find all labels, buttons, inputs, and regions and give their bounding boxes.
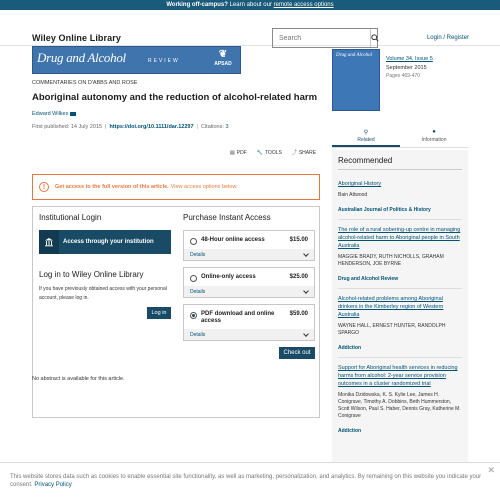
share-button[interactable] (292, 149, 316, 156)
envelope-icon[interactable] (70, 112, 76, 116)
chevron-down-icon (303, 331, 309, 337)
recommended-title[interactable]: Support for Aboriginal health services in reducing harms from alcohol: 2-year service provision outcomes in a cluster randomized trial (338, 365, 458, 387)
option-radio-selected[interactable] (190, 312, 197, 319)
wiley-login-text: If you have previously obtained access with your personal account, please log in. (39, 286, 167, 301)
published-date: First published: 14 July 2015 (32, 124, 103, 130)
pdf-icon: ▤ (230, 149, 235, 156)
cookie-text: This website stores data such as cookies to enable essential site functionality, as well as marketing, personalization, and analytics. By remaining on this website you indicate your consent. (10, 474, 482, 488)
info-icon: ! (39, 182, 49, 192)
recommended-title[interactable]: Aboriginal History (338, 181, 382, 187)
bird-icon: ❦ (218, 49, 228, 60)
remote-access-text: Learn about our (227, 2, 274, 8)
details-label: Details (190, 331, 206, 338)
privacy-policy-link[interactable]: Privacy Policy (34, 482, 72, 488)
option-details-toggle[interactable] (184, 286, 314, 297)
journal-title: Drug and Alcohol (37, 50, 126, 65)
tab-label: Related (357, 137, 375, 143)
option-details-toggle[interactable] (184, 329, 314, 340)
article-tools (230, 149, 316, 156)
cookie-banner (0, 462, 500, 500)
issue-pages: Pages 469-470 (386, 73, 420, 79)
institution-icon (39, 230, 59, 254)
access-notice-text: Get access to the full version of this article. (55, 184, 169, 190)
article-meta (32, 124, 320, 130)
recommended-journal[interactable]: Drug and Alcohol Review (338, 276, 399, 282)
option-radio[interactable] (190, 238, 197, 245)
search-input[interactable] (273, 35, 370, 42)
meta-separator: | (196, 124, 198, 130)
apsad-text: APSAD (214, 61, 232, 67)
citations-count[interactable]: 3 (225, 124, 229, 130)
option-name: Online-only access (201, 274, 256, 280)
cover-title: Drug and Alcohol (336, 53, 373, 58)
site-logo[interactable]: Wiley Online Library (32, 33, 121, 43)
share-icon: ⤴ (291, 150, 297, 156)
tools-button[interactable] (257, 149, 282, 156)
article-title: Aboriginal autonomy and the reduction of alcohol-related harm (32, 92, 318, 103)
sidebar-tabs (332, 126, 468, 148)
search-icon (371, 34, 379, 42)
network-icon: ⚲ (363, 130, 369, 136)
chevron-down-icon (303, 251, 309, 257)
doi-link[interactable]: https://doi.org/10.1111/dar.12297 (109, 124, 194, 130)
pdf-label: PDF (236, 149, 247, 156)
institution-button-label: Access through your institution (63, 239, 154, 245)
access-panel (32, 206, 320, 418)
journal-subtitle: REVIEW (148, 58, 180, 64)
recommended-authors: Monika Dzidowska, K. S. Kylie Lee, James H. Conigrave, Timothy A. Dobbins, Beth Hummerston, Scott Wilson, Paul S. Haber, Dennis Gray, Katherine M. Conigrave (338, 392, 461, 419)
purchase-heading: Purchase Instant Access (183, 213, 271, 222)
list-item (338, 289, 462, 358)
apsad-logo (209, 49, 237, 71)
institutional-section (39, 213, 171, 319)
remote-access-link[interactable]: remote access options (273, 2, 334, 8)
details-label: Details (190, 288, 206, 295)
purchase-option (183, 304, 315, 341)
institutional-heading: Institutional Login (39, 213, 102, 222)
recommended-authors: MAGGIE BRADY, RUTH NICHOLLS, GRAHAM HENDERSON, JOE BYRNE (338, 254, 444, 267)
list-item (338, 220, 462, 289)
citations-label: Citations: (200, 124, 226, 130)
recommended-title[interactable]: The role of a rural sobering-up centre in managing alcohol-related harm to Aboriginal people in South Australia (338, 227, 461, 249)
purchase-option (183, 267, 315, 298)
recommended-journal[interactable]: Australian Journal of Politics & History (338, 207, 431, 213)
checkout-button[interactable]: Check out (279, 347, 315, 359)
chevron-down-icon (303, 288, 309, 294)
option-radio[interactable] (190, 275, 197, 282)
option-price: $25.00 (289, 274, 308, 280)
issue-date: September 2015 (386, 65, 427, 71)
details-label: Details (190, 251, 206, 258)
purchase-option (183, 230, 315, 261)
tab-information[interactable] (400, 126, 468, 147)
author-link[interactable]: Edward Wilkes (32, 111, 69, 117)
list-item (338, 358, 462, 440)
access-notice (32, 174, 320, 200)
author-line (32, 111, 320, 117)
tab-related[interactable] (332, 126, 400, 147)
close-icon[interactable]: ✕ (487, 465, 495, 475)
option-row[interactable] (184, 305, 314, 329)
recommended-journal[interactable]: Addiction (338, 345, 362, 351)
wrench-icon: 🔧 (256, 149, 263, 156)
list-item (338, 174, 462, 220)
recommended-journal[interactable]: Addiction (338, 428, 362, 434)
pdf-button[interactable] (230, 149, 247, 156)
tools-label: TOOLS (264, 149, 282, 156)
option-name: 48-Hour online access (201, 237, 265, 243)
article-main (32, 46, 320, 382)
meta-separator: | (105, 124, 107, 130)
remote-access-bar (0, 0, 500, 10)
article-category: COMMENTARIES ON D'ABBS AND ROSE (32, 80, 138, 86)
off-campus-label: Working off-campus? (166, 2, 228, 8)
journal-cover[interactable] (332, 49, 380, 111)
recommended-authors: WAYNE HALL, ERNEST HUNTER, RANDOLPH SPARGO (338, 323, 446, 336)
institution-access-button[interactable] (39, 230, 171, 254)
share-label: SHARE (298, 149, 317, 156)
recommended-heading: Recommended (338, 156, 462, 170)
search-box (272, 28, 378, 48)
recommended-title[interactable]: Alcohol-related problems among Aboriginal drinkers in the Kimberley region of Western Australia (338, 296, 444, 318)
option-row[interactable] (184, 268, 314, 286)
option-details-toggle[interactable] (184, 249, 314, 260)
info-circle-icon: ● (432, 129, 436, 135)
access-options-link[interactable]: View access options below. (170, 184, 238, 190)
wiley-login-heading: Log in to Wiley Online Library (39, 270, 144, 279)
volume-issue-link[interactable]: Volume 34, Issue 5 (386, 56, 433, 62)
recommended-panel (332, 150, 468, 490)
login-register-link[interactable]: Login / Register (426, 35, 469, 41)
option-row[interactable] (184, 231, 314, 249)
purchase-section (183, 213, 315, 356)
option-price: $15.00 (289, 237, 308, 243)
recommended-authors: Bain Attwood (338, 192, 368, 198)
site-header (0, 10, 500, 46)
option-name: PDF download and online access (201, 311, 275, 324)
option-price: $59.00 (289, 311, 308, 317)
tab-label: Information (421, 137, 447, 143)
journal-banner[interactable] (32, 46, 241, 74)
search-button[interactable] (370, 29, 379, 47)
no-abstract-text: No abstract is available for this article. (32, 376, 125, 382)
log-in-button[interactable]: Log in (147, 307, 171, 319)
